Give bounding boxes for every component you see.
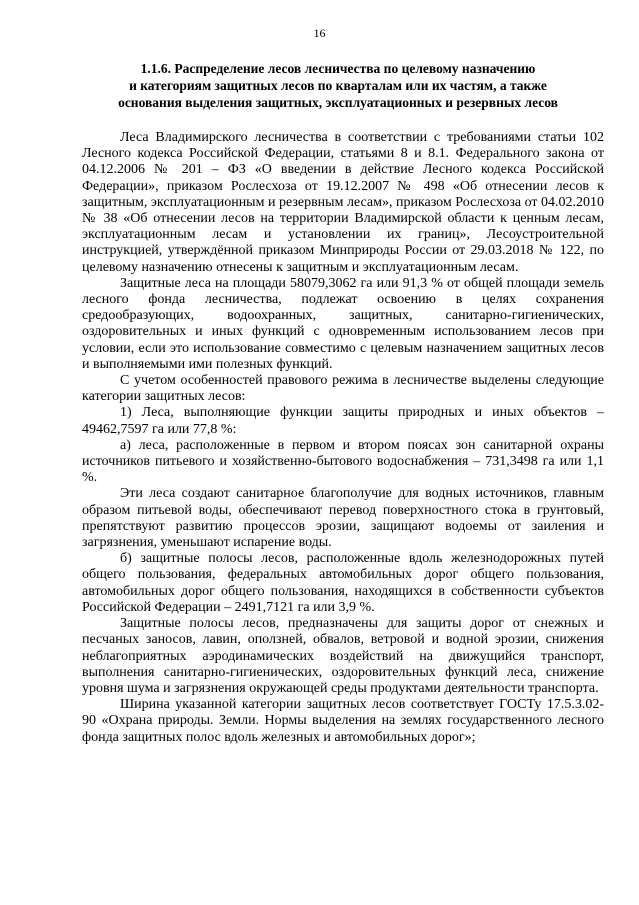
heading-line-3: основания выделения защитных, эксплуатационных и резервных лесов [118,95,558,110]
paragraph-category-1: 1) Леса, выполняющие функции защиты природных и иных объектов – 49462,7597 га или 77,8 %: [82,405,604,437]
section-heading [88,60,588,111]
page-number: 16 [313,26,326,40]
paragraph-categories-intro: С учетом особенностей правового режима в лесничестве выделены следующие категории защитных лесов: [82,373,604,405]
paragraph-sanitary-role: Эти леса создают санитарное благополучие для водных источников, главным образом питьевой воды, обеспечивают перевод поверхностного стока в грунтовый, препятствуют развитию процессов эрозии, защищают водоемы от заиления и загрязнения, уменьшают испарение воды. [82,486,604,551]
paragraph-gost-width: Ширина указанной категории защитных лесов соответствует ГОСТу 17.5.3.02-90 «Охрана природы. Земли. Нормы выделения на землях государственного лесного фонда защитных полос вдоль железных и автомобильных дорог»; [82,697,604,745]
paragraph-protective-forests-area: Защитные леса на площади 58079,3062 га или 91,3 % от общей площади земель лесного фонда лесничества, подлежат освоению в целях сохранения средообразующих, водоохранных, защитных, санитарно-гигиенических, оздоровительных и иных функций с одновременным использованием лесов при условии, если это использование совместимо с целевым назначением защитных лесов и выполняемыми ими полезных функций. [82,275,604,372]
paragraph-category-1a: а) леса, расположенные в первом и втором поясах зон санитарной охраны источников питьевого и хозяйственно-бытового водоснабжения – 731,3498 га или 1,1 %. [82,437,604,486]
paragraph-forest-classification: Леса Владимирского лесничества в соответствии с требованиями статьи 102 Лесного кодекса Российской Федерации, статьями 8 и 8.1. Федерального закона от 04.12.2006 № 201 – ФЗ «О введении в действие Лесного кодекса Российской Федерации», приказом Рослесхоза от 19.12.2007 № 498 «Об отнесении лесов к защитным, эксплуатационным и резервным лесам», приказом Рослесхоза от 04.02.2010 № 38 «Об отнесении лесов на территории Владимирской области к ценным лесам, эксплуатационным лесам и установлении их границ», Лесоустроительной инструкцией, утверждённой приказом Минприроды России от 29.03.2018 № 122, по целевому назначению отнесены к защитным и эксплуатационным лесам. [82,130,604,275]
paragraph-protective-strips-purpose: Защитные полосы лесов, предназначены для защиты дорог от снежных и песчаных заносов, лавин, оползней, обвалов, ветровой и водной эрозии, снижения неблагоприятных аэродинамических воздействий на движущийся транспорт, выполнения санитарно-гигиенических, оздоровительных функций леса, снижение уровня шума и загрязнения окружающей среды продуктами деятельности транспорта. [82,616,604,696]
heading-line-2: и категориям защитных лесов по кварталам или их частям, а также [129,78,547,93]
heading-line-1: 1.1.6. Распределение лесов лесничества по целевому назначению [140,61,536,76]
paragraph-category-1b: б) защитные полосы лесов, расположенные вдоль железнодорожных путей общего пользования, федеральных автомобильных дорог общего пользования, автомобильных дорог общего пользования, находящихся в собственности субъектов Российской Федерации – 2491,7121 га или 3,9 %. [82,551,604,615]
body-text [82,130,604,746]
